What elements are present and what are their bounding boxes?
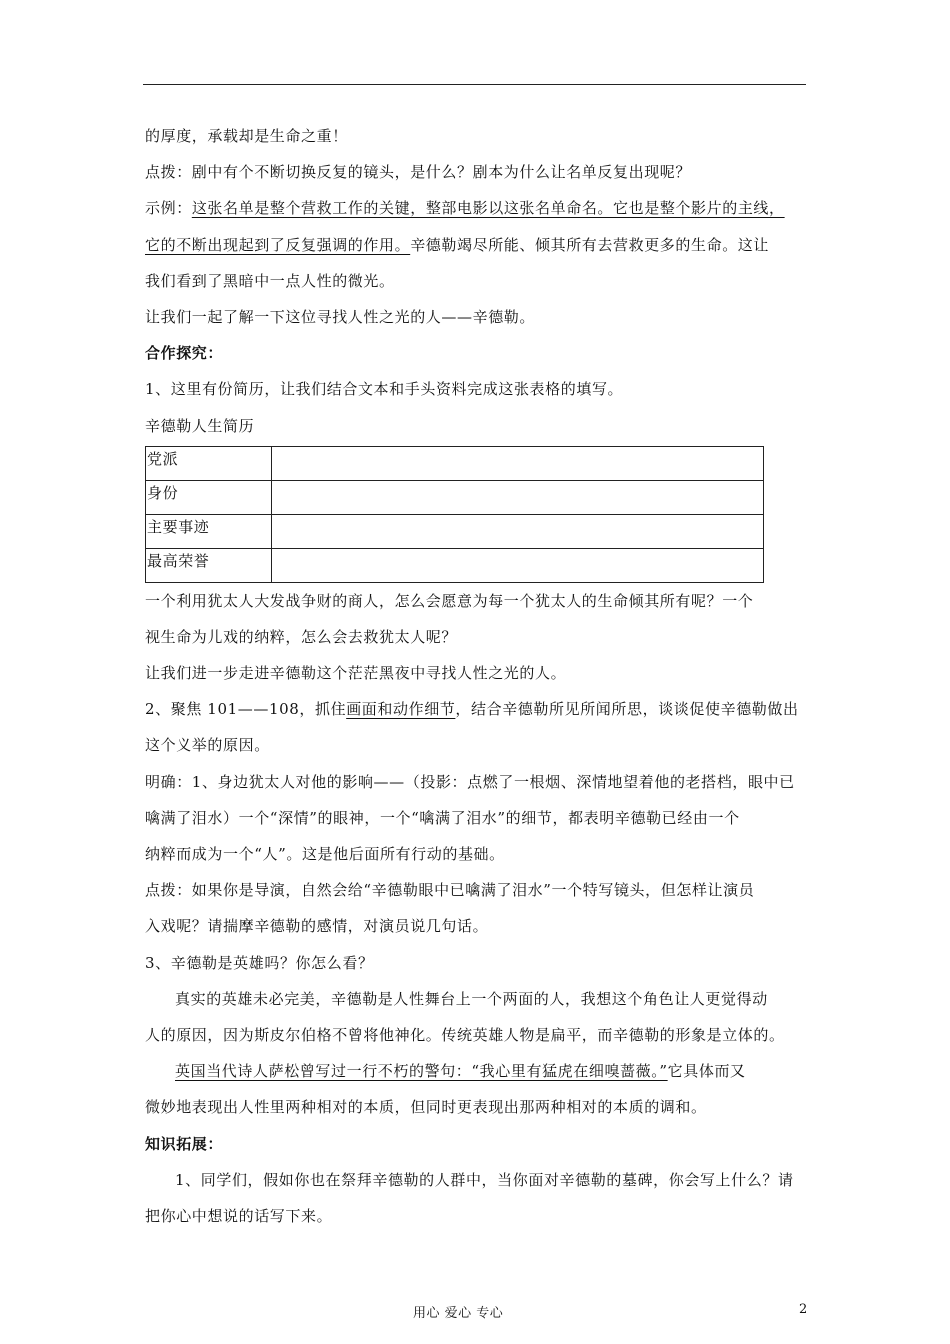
table-row-label: 党派	[146, 446, 272, 480]
text-segment: 微妙地表现出人性里两种相对的本质，但同时更表现出那两种相对的本质的调和。	[145, 1098, 707, 1117]
text-segment: 这个义举的原因。	[145, 736, 270, 755]
text-line	[145, 691, 807, 727]
text-line	[145, 764, 807, 800]
text-line	[145, 1198, 807, 1234]
text-segment: 一个利用犹太人大发战争财的商人，怎么会愿意为每一个犹太人的生命倾其所有呢？一个	[145, 591, 754, 610]
table-row-label: 最高荣誉	[146, 548, 272, 582]
text-line	[145, 836, 807, 872]
text-line	[145, 727, 807, 763]
table-row-value	[272, 548, 764, 582]
text-line	[145, 981, 807, 1017]
underlined-text: 英国当代诗人萨松曾写过一行不朽的警句：“我心里有猛虎在细嗅蔷薇。”	[175, 1062, 668, 1081]
table-row-label: 身份	[146, 480, 272, 514]
text-segment: 2、聚焦 101——108，抓住	[145, 700, 347, 719]
table-row-value	[272, 514, 764, 548]
text-segment: 让我们一起了解一下这位寻找人性之光的人——辛德勒。	[145, 307, 536, 326]
text-segment: 的厚度，承载却是生命之重！	[145, 127, 348, 145]
text-segment: ，结合辛德勒所见所闻所思，谈谈促使辛德勒做出	[455, 700, 799, 719]
text-segment: 真实的英雄未必完美，辛德勒是人性舞台上一个两面的人，我想这个角色让人更觉得动	[175, 989, 768, 1008]
text-segment: 1、同学们，假如你也在祭拜辛德勒的人群中，当你面对辛德勒的墓碑，你会写上什么？请	[175, 1170, 794, 1189]
text-segment: 视生命为儿戏的纳粹，怎么会去救犹太人呢？	[145, 627, 458, 646]
underlined-text: 这张名单是整个营救工作的关键，整部电影以这张名单命名。它也是整个影片的主线，	[191, 199, 785, 218]
header-rule	[143, 84, 806, 85]
text-line	[145, 945, 807, 981]
document-body	[145, 118, 807, 1234]
text-line	[145, 118, 807, 154]
text-segment: 噙满了泪水）一个“深情”的眼神，一个“噙满了泪水”的细节，都表明辛德勒已经由一个	[145, 808, 740, 827]
table-row-value	[272, 480, 764, 514]
table-row	[146, 548, 764, 582]
table-row	[146, 480, 764, 514]
text-line	[145, 227, 807, 263]
underlined-text: 它的不断出现起到了反复强调的作用。	[145, 235, 411, 254]
text-line	[145, 299, 807, 335]
table-row	[146, 514, 764, 548]
text-line	[145, 800, 807, 836]
text-segment: 3、辛德勒是英雄吗？你怎么看？	[145, 953, 374, 972]
text-line	[145, 371, 807, 407]
text-segment: 纳粹而成为一个“人”。这是他后面所有行动的基础。	[145, 845, 505, 863]
text-segment: 明确：1、身边犹太人对他的影响——（投影：点燃了一根烟、深情地望着他的老搭档，眼中已	[145, 772, 795, 791]
text-block-bottom	[145, 583, 807, 1234]
text-line	[145, 583, 807, 619]
text-line	[145, 872, 807, 908]
table-row	[146, 446, 764, 480]
text-line	[145, 1053, 807, 1089]
table-row-value	[272, 446, 764, 480]
section-heading	[145, 335, 807, 371]
text-line	[145, 154, 807, 190]
text-segment: 点拨：剧中有个不断切换反复的镜头，是什么？剧本为什么让名单反复出现呢？	[145, 163, 692, 182]
text-line	[145, 408, 807, 444]
text-line	[145, 908, 807, 944]
text-segment: 人的原因，因为斯皮尔伯格不曾将他神化。传统英雄人物是扁平，而辛德勒的形象是立体的。	[145, 1025, 785, 1044]
text-segment: 辛德勒竭尽所能、倾其所有去营救更多的生命。这让	[410, 235, 770, 254]
section-heading	[145, 1126, 807, 1162]
text-line	[145, 263, 807, 299]
page-number: 2	[799, 1302, 808, 1317]
text-line	[145, 1089, 807, 1125]
text-segment: 把你心中想说的话写下来。	[145, 1206, 333, 1225]
text-segment: 点拨：如果你是导演，自然会给“辛德勒眼中已噙满了泪水”一个特写镜头，但怎样让演员	[145, 881, 755, 900]
text-line	[145, 619, 807, 655]
underlined-text: 画面和动作细节	[346, 700, 456, 719]
text-line	[145, 655, 807, 691]
text-segment: 它具体而又	[667, 1062, 746, 1081]
text-segment: 合作探究：	[145, 344, 224, 363]
table-row-label: 主要事迹	[146, 514, 272, 548]
text-segment: 入戏呢？请揣摩辛德勒的感情，对演员说几句话。	[145, 917, 489, 936]
text-segment: 辛德勒人生简历	[145, 416, 255, 435]
text-segment: 我们看到了黑暗中一点人性的微光。	[145, 271, 395, 290]
text-segment: 让我们进一步走进辛德勒这个茫茫黑夜中寻找人性之光的人。	[145, 664, 567, 683]
text-segment: 示例：	[145, 199, 192, 218]
text-block-top	[145, 118, 807, 444]
text-segment: 1、这里有份简历，让我们结合文本和手头资料完成这张表格的填写。	[145, 380, 624, 399]
text-line	[145, 1017, 807, 1053]
text-line	[145, 190, 807, 226]
resume-table	[145, 446, 764, 583]
text-line	[145, 1162, 807, 1198]
text-segment: 知识拓展：	[145, 1134, 224, 1153]
footer-motto: 用心 爱心 专心	[413, 1306, 504, 1321]
